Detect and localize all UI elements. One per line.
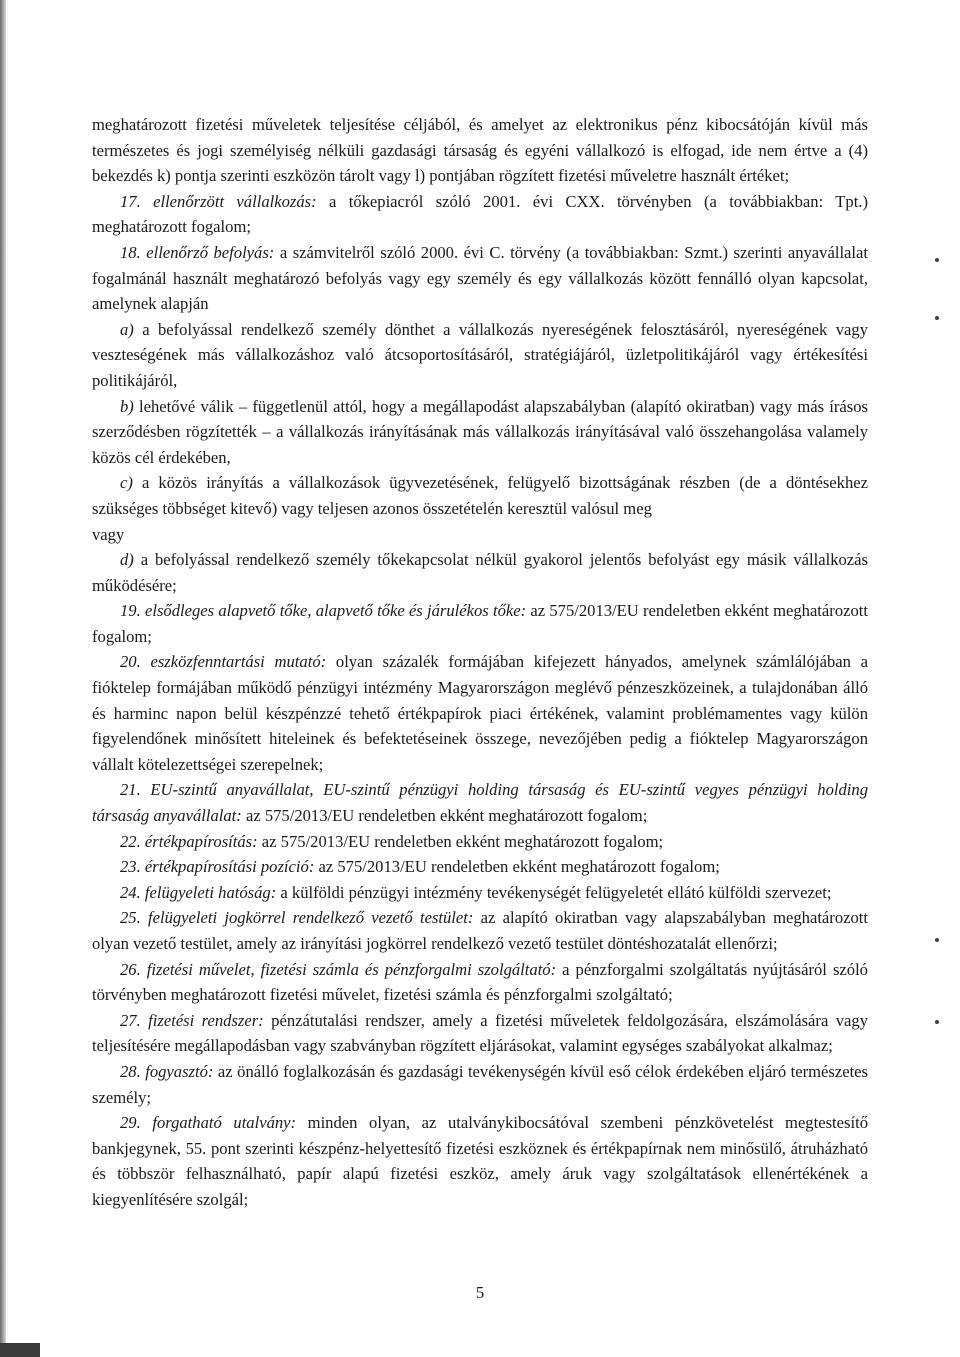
paragraph <box>92 905 868 956</box>
defined-term: 22. értékpapírosítás: <box>120 831 258 851</box>
paragraph-text: a számvitelről szóló 2000. évi C. törvény (a továbbiakban: Szmt.) szerinti anyavállalat fogalmánál használt meghatározó befolyás vagy egy személy és egy vállalkozás között fennálló olyan kapcsolat, amelynek alapján <box>92 242 869 314</box>
defined-term: 19. elsődleges alapvető tőke, alapvető tőke és járulékos tőke: <box>120 601 527 621</box>
defined-term: 24. felügyeleti hatóság: <box>120 882 277 902</box>
margin-mark <box>935 1020 939 1024</box>
defined-term: b) <box>120 396 134 416</box>
paragraph-text: vagy <box>92 524 125 544</box>
scan-corner-mark <box>0 1343 40 1357</box>
margin-mark <box>935 938 939 942</box>
paragraph-text: a pénzforgalmi szolgáltatás nyújtásáról szóló törvényben meghatározott fizetési művelet, fizetési számla és pénzforgalmi szolgáltató; <box>92 959 868 1005</box>
paragraph-text: az 575/2013/EU rendeletben ekként meghatározott fogalom; <box>241 806 648 826</box>
defined-term: 21. EU-szintű anyavállalat, EU-szintű pénzügyi holding társaság és EU-szintű vegyes pénzügyi holding társaság anyavállalat: <box>92 780 868 826</box>
paragraph-text: meghatározott fizetési műveletek teljesítése céljából, és amelyet az elektronikus pénz kibocsátóján kívül más természetes és jogi személyiség nélküli gazdasági társaság és egyéni vállalkozó is elfogad, ide nem értve a (4) bekezdés k) pontja szerinti eszközön tárolt vagy l) pontjában rögzített fizetési műveletre használt értéket; <box>92 115 868 186</box>
margin-mark <box>935 258 939 262</box>
page-number: 5 <box>475 1283 485 1302</box>
paragraph-text: a befolyással rendelkező személy dönthet a vállalkozás nyereségének felosztásáról, nyereségének vagy veszteségének más vállalkozáshoz való átcsoportosításáról, stratégiájáról, üzletpolitikájáról vagy értékesítési politikájáról, <box>92 319 868 390</box>
paragraph <box>92 854 868 880</box>
paragraph <box>92 189 868 240</box>
paragraph-text: a tőkepiacról szóló 2001. évi CXX. törvényben (a továbbiakban: Tpt.) meghatározott fogalom; <box>92 191 868 237</box>
paragraph <box>92 777 868 828</box>
paragraph-text: a külföldi pénzügyi intézmény tevékenységét felügyeletét ellátó külföldi szervezet; <box>276 882 832 902</box>
paragraph-text: az alapító okiratban vagy alapszabályban meghatározott olyan vezető testület, amely az irányítási jogkörrel rendelkező vezető testület döntéshozatalát ellenőrzi; <box>92 908 868 953</box>
paragraph-text: a befolyással rendelkező személy tőkekapcsolat nélkül gyakorol jelentős befolyást egy másik vállalkozás működésére; <box>92 550 868 595</box>
paragraph-text: olyan százalék formájában kifejezett hányados, amelynek számlálójában a fióktelep formájában működő pénzügyi intézmény Magyarországon meglévő pénzeszközeinek, a tulajdonában álló és harminc napon belül készpénzzé tehető értékpapírok piaci értékének, valamint problémamentes vagy külön figyelendőnek minősített hiteleinek és befektetéseinek összege, nevezőjében pedig a fióktelep Magyarországon vállalt kötelezettségei szerepelnek; <box>92 652 869 774</box>
defined-term: 27. fizetési rendszer: <box>120 1010 264 1030</box>
paragraph-text: minden olyan, az utalványkibocsátóval szembeni pénzkövetelést megtestesítő bankjegynek, 55. pont szerinti készpénz-helyettesítő fizetési eszköznek és értékpapírnak nem minősülő, átruházható és többször felhasználható, papír alapú fizetési eszköz, amely áruk vagy szolgáltatások ellenértékének a kiegyenlítésére szolgál; <box>92 1113 868 1209</box>
paragraph <box>92 1059 868 1110</box>
defined-term: a) <box>120 319 134 339</box>
paragraph <box>92 649 868 777</box>
document-body <box>92 112 868 1213</box>
defined-term: 26. fizetési művelet, fizetési számla és pénzforgalmi szolgáltató: <box>120 959 557 979</box>
paragraph <box>92 547 868 598</box>
paragraph <box>92 394 868 471</box>
paragraph-text: az 575/2013/EU rendeletben ekként meghatározott fogalom; <box>257 831 664 851</box>
scan-left-edge <box>0 0 6 1357</box>
paragraph <box>92 522 868 548</box>
paragraph <box>92 470 868 521</box>
paragraph <box>92 957 868 1008</box>
defined-term: 29. forgatható utalvány: <box>120 1113 297 1133</box>
paragraph-text: az 575/2013/EU rendeletben ekként meghatározott fogalom; <box>314 857 720 877</box>
defined-term: 18. ellenőrző befolyás: <box>120 242 275 262</box>
defined-term: 23. értékpapírosítási pozíció: <box>120 857 315 877</box>
paragraph-text: az 575/2013/EU rendeletben ekként meghatározott fogalom; <box>92 601 868 646</box>
paragraph <box>92 112 868 189</box>
paragraph <box>92 317 868 394</box>
paragraph-text: a közös irányítás a vállalkozások ügyvezetésének, felügyelő bizottságának részben (de a döntésekhez szükséges többséget kitevő) vagy teljesen azonos összetételén keresztül valósul meg <box>92 473 868 518</box>
defined-term: 25. felügyeleti jogkörrel rendelkező vezető testület: <box>120 908 474 928</box>
defined-term: 20. eszközfenntartási mutató: <box>120 652 327 672</box>
paragraph-text: az önálló foglalkozásán és gazdasági tevékenységén kívül eső célok érdekében eljáró természetes személy; <box>92 1061 869 1107</box>
defined-term: 17. ellenőrzött vállalkozás: <box>120 191 317 211</box>
paragraph-text: lehetővé válik – függetlenül attól, hogy a megállapodást alapszabályban (alapító okiratban) vagy más írásos szerződésben rögzítették – a vállalkozás irányításának más vállalkozás irányításával való összehangolása valamely közös cél érdekében, <box>92 396 868 467</box>
paragraph <box>92 1008 868 1059</box>
paragraph <box>92 598 868 649</box>
paragraph <box>92 1110 868 1212</box>
margin-mark <box>935 316 939 320</box>
paragraph <box>92 880 868 906</box>
paragraph <box>92 240 868 317</box>
defined-term: c) <box>120 473 133 493</box>
defined-term: d) <box>120 550 134 570</box>
paragraph-text: pénzátutalási rendszer, amely a fizetési műveletek feldolgozására, elszámolására vagy teljesítésére megállapodásban vagy szabványban rögzített eljárásokat, valamint egységes szabályokat alkalmaz; <box>92 1010 868 1056</box>
defined-term: 28. fogyasztó: <box>120 1061 214 1081</box>
paragraph <box>92 829 868 855</box>
